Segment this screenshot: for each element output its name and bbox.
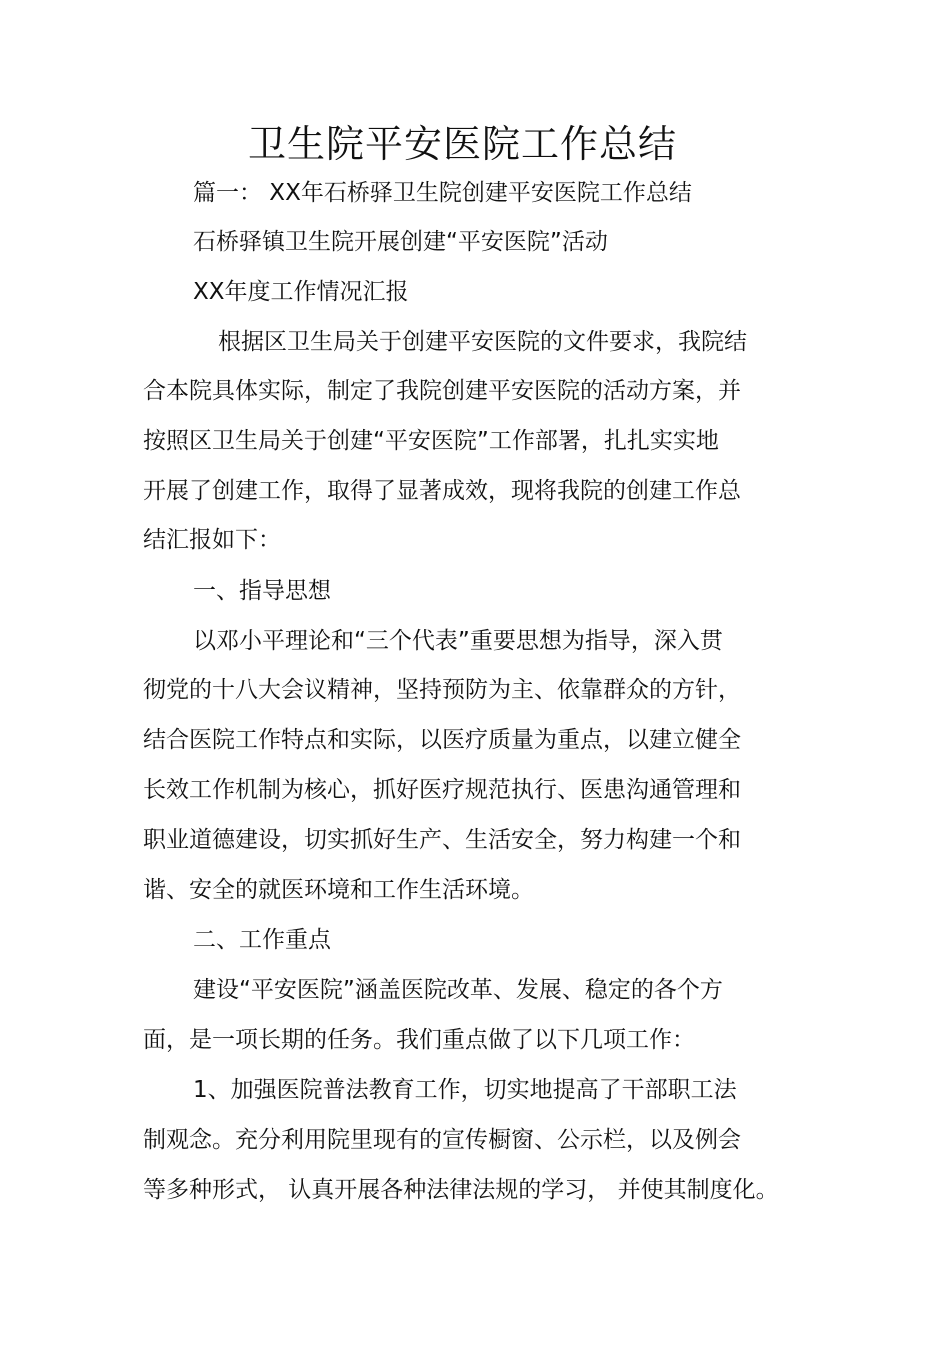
paragraph-line: 谐、安全的就医环境和工作生活环境。 bbox=[143, 877, 534, 903]
section-heading: 一、指导思想 bbox=[193, 578, 331, 604]
paragraph-line: 按照区卫生局关于创建“平安医院”工作部署，扎扎实实地 bbox=[143, 428, 719, 454]
subtitle-line: XX年度工作情况汇报 bbox=[193, 279, 409, 305]
paragraph-line: 职业道德建设，切实抓好生产、生活安全，努力构建一个和 bbox=[143, 827, 741, 853]
paragraph-line: 根据区卫生局关于创建平安医院的文件要求，我院结 bbox=[218, 329, 747, 355]
paragraph-line: 开展了创建工作，取得了显著成效，现将我院的创建工作总 bbox=[143, 478, 741, 504]
paragraph-line: 结汇报如下： bbox=[143, 527, 281, 553]
paragraph-line: 长效工作机制为核心，抓好医疗规范执行、医患沟通管理和 bbox=[143, 777, 741, 803]
document-title: 卫生院平安医院工作总结 bbox=[247, 122, 677, 166]
paragraph-line: 结合医院工作特点和实际，以医疗质量为重点，以建立健全 bbox=[143, 727, 741, 753]
paragraph-line: 制观念。充分利用院里现有的宣传橱窗、公示栏，以及例会 bbox=[143, 1127, 741, 1153]
paragraph-line: 彻党的十八大会议精神，坚持预防为主、依靠群众的方针， bbox=[143, 677, 741, 703]
paragraph-line: 1、加强医院普法教育工作，切实地提高了干部职工法 bbox=[193, 1077, 737, 1103]
paragraph-line: 面，是一项长期的任务。我们重点做了以下几项工作： bbox=[143, 1027, 695, 1053]
paragraph-line: 等多种形式， 认真开展各种法律法规的学习， 并使其制度化。 bbox=[143, 1177, 779, 1203]
paragraph-line: 建设“平安医院”涵盖医院改革、发展、稳定的各个方 bbox=[193, 977, 723, 1003]
section-heading: 二、工作重点 bbox=[193, 927, 331, 953]
subtitle-line: 石桥驿镇卫生院开展创建“平安医院”活动 bbox=[193, 229, 608, 255]
subtitle-line: 篇一： XX年石桥驿卫生院创建平安医院工作总结 bbox=[193, 180, 692, 206]
paragraph-line: 合本院具体实际，制定了我院创建平安医院的活动方案，并 bbox=[143, 378, 741, 404]
paragraph-line: 以邓小平理论和“三个代表”重要思想为指导，深入贯 bbox=[193, 628, 723, 654]
